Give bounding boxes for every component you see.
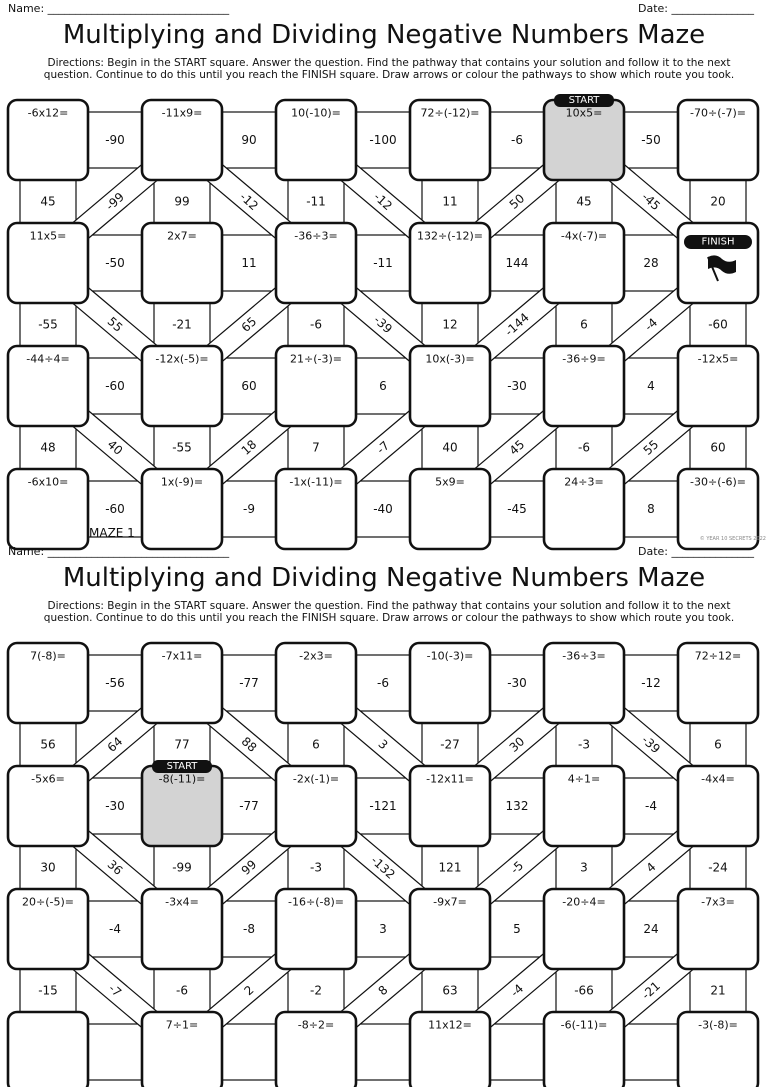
pathway-answer: -77 bbox=[239, 799, 259, 813]
pathway-answer: 121 bbox=[438, 860, 462, 875]
pathway-answer: 4 bbox=[643, 859, 659, 876]
pathway-answer: 6 bbox=[580, 317, 588, 332]
question-text: 2x7= bbox=[167, 229, 197, 243]
finish-label: FINISH bbox=[701, 236, 735, 248]
question-text: 20÷(-5)= bbox=[22, 895, 74, 909]
question-text: 21÷(-3)= bbox=[290, 352, 342, 366]
pathway-answer: 90 bbox=[241, 133, 257, 147]
pathway-answer: -45 bbox=[507, 502, 527, 516]
pathway-answer: -40 bbox=[373, 502, 393, 516]
question-text: 11x12= bbox=[428, 1018, 472, 1032]
pathway-answer: -8 bbox=[243, 922, 255, 936]
question-text: -20÷4= bbox=[562, 895, 606, 909]
path-connector bbox=[88, 1024, 142, 1080]
pathway-answer: -90 bbox=[105, 133, 125, 147]
question-text: -7x11= bbox=[161, 649, 203, 663]
pathway-answer: -12 bbox=[371, 189, 395, 214]
pathway-answer: -30 bbox=[507, 379, 527, 393]
pathway-answer: 64 bbox=[104, 734, 126, 755]
pathway-answer: -66 bbox=[574, 983, 594, 998]
pathway-answer: 45 bbox=[506, 437, 528, 458]
pathway-answer: 7 bbox=[312, 440, 320, 455]
pathway-answer: -6 bbox=[310, 317, 322, 332]
directions-text: Directions: Begin in the START square. Answer the question. Find the pathway that contains your solution and follow it to the next question. Continue to do this until you reach the FINISH square. Draw arrows or colour the pathways to show which route you took. bbox=[43, 600, 735, 624]
pathway-answer: 55 bbox=[104, 314, 126, 335]
pathway-answer: 28 bbox=[643, 256, 659, 270]
question-text: -44÷4= bbox=[26, 352, 70, 366]
question-text: 7÷1= bbox=[165, 1018, 199, 1032]
directions-text: Directions: Begin in the START square. Answer the question. Find the pathway that contains your solution and follow it to the next question. Continue to do this until you reach the FINISH square. Draw arrows or colour the pathways to show which route you took. bbox=[43, 57, 735, 81]
name-line[interactable]: Name: _________________________________ bbox=[8, 2, 230, 15]
pathway-answer: 60 bbox=[710, 440, 726, 455]
pathway-answer: 40 bbox=[442, 440, 458, 455]
question-text: -6x12= bbox=[27, 106, 69, 120]
pathway-answer: 60 bbox=[241, 379, 257, 393]
pathway-answer: -4 bbox=[109, 922, 121, 936]
pathway-answer: -6 bbox=[578, 440, 590, 455]
pathway-answer: 18 bbox=[238, 437, 260, 458]
question-text: -4x(-7)= bbox=[560, 229, 608, 243]
pathway-answer: 4 bbox=[647, 379, 655, 393]
pathway-answer: -55 bbox=[38, 317, 58, 332]
pathway-answer: -12 bbox=[641, 676, 661, 690]
pathway-answer: -27 bbox=[440, 737, 460, 752]
pathway-answer: 2 bbox=[241, 982, 257, 999]
question-text: -10(-3)= bbox=[426, 649, 474, 663]
question-text: 5x9= bbox=[435, 475, 465, 489]
date-line[interactable]: Date: _______________ bbox=[638, 2, 754, 15]
question-text: -70÷(-7)= bbox=[690, 106, 746, 120]
question-text: -1x(-11)= bbox=[289, 475, 343, 489]
pathway-answer: 45 bbox=[40, 194, 56, 209]
pathway-answer: -24 bbox=[708, 860, 728, 875]
question-text: -2x(-1)= bbox=[292, 772, 340, 786]
page-title: Multiplying and Dividing Negative Numbers Maze bbox=[62, 563, 706, 593]
pathway-answer: -39 bbox=[639, 732, 663, 757]
question-text: -9x7= bbox=[433, 895, 467, 909]
question-text: 10x(-3)= bbox=[425, 352, 475, 366]
pathway-answer: -3 bbox=[310, 860, 322, 875]
pathway-answer: -121 bbox=[369, 799, 397, 813]
pathway-answer: 5 bbox=[513, 922, 521, 936]
pathway-answer: -4 bbox=[641, 315, 661, 334]
pathway-answer: -4 bbox=[507, 981, 527, 1000]
question-text: -36÷3= bbox=[294, 229, 338, 243]
pathway-answer: 30 bbox=[40, 860, 56, 875]
path-connector bbox=[356, 1024, 410, 1080]
question-text: 4÷1= bbox=[567, 772, 601, 786]
pathway-answer: 21 bbox=[710, 983, 726, 998]
pathway-answer: 11 bbox=[241, 256, 257, 270]
pathway-answer: 6 bbox=[714, 737, 722, 752]
question-text: 132÷(-12)= bbox=[417, 229, 483, 243]
question-text: -4x4= bbox=[701, 772, 735, 786]
question-text: -5x6= bbox=[31, 772, 65, 786]
pathway-answer: 99 bbox=[174, 194, 190, 209]
question-text: -2x3= bbox=[299, 649, 333, 663]
pathway-answer: 56 bbox=[40, 737, 56, 752]
copyright-text: © YEAR 10 SECRETS 2022 bbox=[699, 536, 766, 542]
pathway-answer: -30 bbox=[507, 676, 527, 690]
pathway-answer: 12 bbox=[442, 317, 458, 332]
pathway-answer: 65 bbox=[238, 314, 260, 335]
pathway-answer: -60 bbox=[105, 379, 125, 393]
pathway-answer: 45 bbox=[576, 194, 592, 209]
pathway-answer: 40 bbox=[104, 437, 126, 458]
question-text: -7x3= bbox=[701, 895, 735, 909]
pathway-answer: 36 bbox=[104, 857, 126, 878]
pathway-answer: 3 bbox=[375, 736, 391, 753]
pathway-answer: 30 bbox=[506, 734, 528, 755]
pathway-answer: -99 bbox=[103, 189, 127, 214]
pathway-answer: -30 bbox=[105, 799, 125, 813]
pathway-answer: -99 bbox=[172, 860, 192, 875]
pathway-answer: -21 bbox=[172, 317, 192, 332]
pathway-answer: -100 bbox=[369, 133, 397, 147]
question-text: 1x(-9)= bbox=[160, 475, 204, 489]
pathway-answer: -50 bbox=[105, 256, 125, 270]
pathway-answer: -50 bbox=[641, 133, 661, 147]
question-text: 24÷3= bbox=[564, 475, 604, 489]
pathway-answer: -7 bbox=[373, 438, 393, 457]
question-text: 10x5= bbox=[565, 106, 603, 120]
question-text: -36÷9= bbox=[562, 352, 606, 366]
pathway-answer: 50 bbox=[506, 191, 528, 212]
pathway-answer: -6 bbox=[377, 676, 389, 690]
pathway-answer: 63 bbox=[442, 983, 458, 998]
pathway-answer: 3 bbox=[580, 860, 588, 875]
page-title: Multiplying and Dividing Negative Numbers Maze bbox=[62, 20, 706, 50]
pathway-answer: -56 bbox=[105, 676, 125, 690]
question-text: -12x(-5)= bbox=[155, 352, 209, 366]
pathway-answer: 8 bbox=[375, 982, 391, 999]
date-line[interactable]: Date: _______________ bbox=[638, 545, 754, 558]
pathway-answer: 144 bbox=[505, 256, 529, 270]
question-text: 72÷(-12)= bbox=[420, 106, 480, 120]
maze-label: MAZE 1 bbox=[89, 526, 135, 540]
question-text: -3(-8)= bbox=[698, 1018, 738, 1032]
pathway-answer: -39 bbox=[371, 312, 395, 337]
pathway-answer: -21 bbox=[639, 978, 663, 1003]
pathway-answer: -9 bbox=[243, 502, 255, 516]
pathway-answer: -15 bbox=[38, 983, 58, 998]
pathway-answer: -132 bbox=[368, 853, 398, 882]
pathway-answer: 6 bbox=[312, 737, 320, 752]
maze-grid bbox=[0, 94, 768, 544]
pathway-answer: 3 bbox=[379, 922, 387, 936]
pathway-answer: -5 bbox=[507, 858, 527, 877]
question-text: -36÷3= bbox=[562, 649, 606, 663]
pathway-answer: 6 bbox=[379, 379, 387, 393]
question-text: -3x4= bbox=[165, 895, 199, 909]
question-text: -6(-11)= bbox=[560, 1018, 608, 1032]
question-square[interactable] bbox=[8, 1012, 88, 1087]
maze-grid bbox=[0, 637, 768, 1087]
question-text: -8÷2= bbox=[297, 1018, 335, 1032]
pathway-answer: 99 bbox=[238, 857, 260, 878]
pathway-answer: -11 bbox=[306, 194, 326, 209]
start-label: START bbox=[166, 761, 198, 772]
path-connector bbox=[624, 1024, 678, 1080]
pathway-answer: 55 bbox=[640, 437, 662, 458]
pathway-answer: -45 bbox=[639, 189, 663, 214]
pathway-answer: -6 bbox=[176, 983, 188, 998]
pathway-answer: -4 bbox=[645, 799, 657, 813]
name-line[interactable]: Name: _________________________________ bbox=[8, 545, 230, 558]
pathway-answer: -60 bbox=[105, 502, 125, 516]
pathway-answer: -144 bbox=[502, 310, 532, 339]
pathway-answer: 8 bbox=[647, 502, 655, 516]
question-text: -6x10= bbox=[27, 475, 69, 489]
pathway-answer: -3 bbox=[578, 737, 590, 752]
pathway-answer: -12 bbox=[237, 189, 261, 214]
worksheet-maze-2 bbox=[0, 543, 768, 1063]
pathway-answer: -77 bbox=[239, 676, 259, 690]
pathway-answer: -2 bbox=[310, 983, 322, 998]
pathway-answer: 11 bbox=[442, 194, 458, 209]
question-text: 10(-10)= bbox=[291, 106, 341, 120]
pathway-answer: 20 bbox=[710, 194, 726, 209]
pathway-answer: 88 bbox=[238, 734, 260, 755]
question-text: 11x5= bbox=[29, 229, 67, 243]
question-text: -12x11= bbox=[426, 772, 474, 786]
path-connector bbox=[490, 1024, 544, 1080]
question-text: 7(-8)= bbox=[30, 649, 66, 663]
pathway-answer: 48 bbox=[40, 440, 56, 455]
question-text: -11x9= bbox=[161, 106, 203, 120]
question-text: 72÷12= bbox=[694, 649, 742, 663]
start-label: START bbox=[568, 95, 600, 106]
question-text: -8(-11)= bbox=[158, 772, 206, 786]
pathway-answer: 77 bbox=[174, 737, 190, 752]
pathway-answer: -55 bbox=[172, 440, 192, 455]
question-text: -30÷(-6)= bbox=[690, 475, 746, 489]
pathway-answer: 132 bbox=[505, 799, 529, 813]
pathway-answer: -11 bbox=[373, 256, 393, 270]
question-text: -16÷(-8)= bbox=[288, 895, 344, 909]
pathway-answer: 24 bbox=[643, 922, 659, 936]
pathway-answer: -6 bbox=[511, 133, 523, 147]
path-connector bbox=[222, 1024, 276, 1080]
pathway-answer: -7 bbox=[105, 981, 125, 1000]
pathway-answer: -60 bbox=[708, 317, 728, 332]
question-text: -12x5= bbox=[697, 352, 739, 366]
